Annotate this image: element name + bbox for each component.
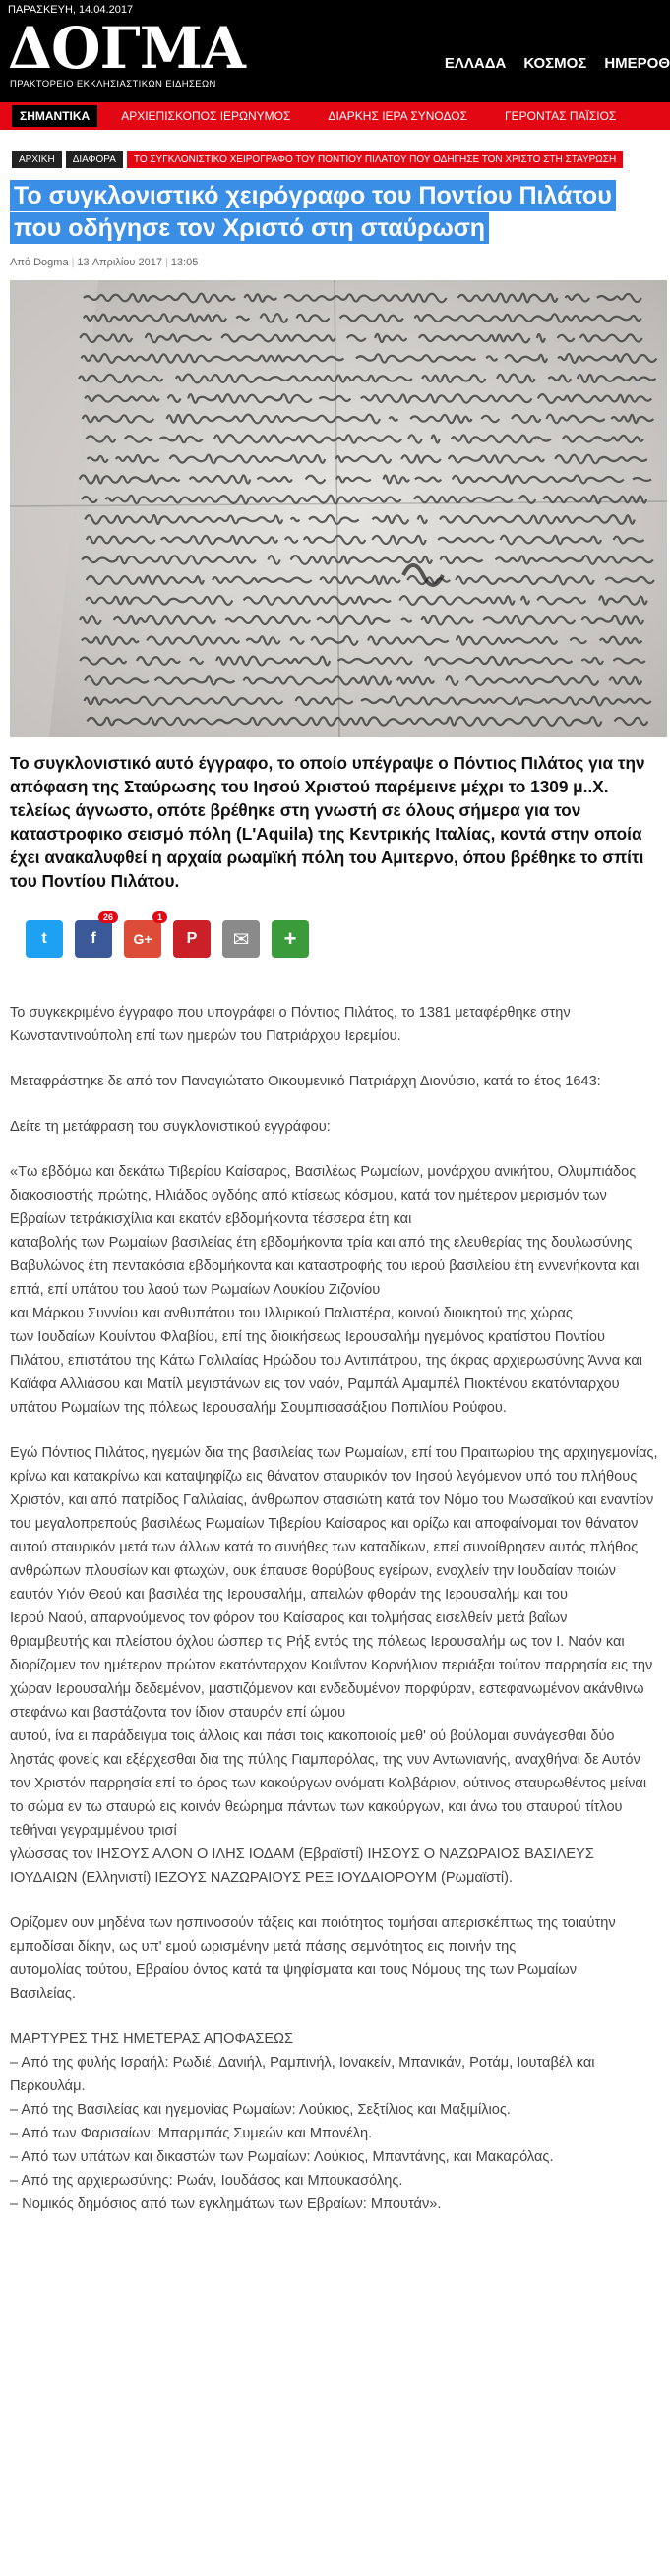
article-paragraph: Εγώ Πόντιος Πιλάτος, ηγεμών δια της βασιλείας των Ρωμαίων, επί του Πραιτωρίου της αρχιηγεμονίας, κρίνω και κατακρίνω και καταψηφίζω εις θάνατον σταυρικόν τον Ιησού λεγόμενον υπό του πλήθους Χριστόν, και από πατρίδος Γαλιλαίας, άνθρωπον στασιώτη κατά τον Νόμο του Μωσαϊκού και εναντίον του μεγαλοπρεπούς βασιλέως Ρωμαίων Τιβερίου Καίσαρος και ορίζω και αποφαίνομαι τον θάνατον αυτού σταυρικόν μετά των άλλων κατά το συνήθες των καταδίκων, επεί συνοίθρησεν αυτός πλήθος ανθρώπων πλουσίων και φτωχών, ουκ έπαυσε θορύβους εγείρων, ενοχλείν την Ιουδαίαν ποιών εαυτόν Υιόν Θεού και βασιλέα της Ιερουσαλήμ, απειλών φθοράν της Ιερουσαλήμ και του Ιερού Ναού, απαρνούμενος τον φόρον του Καίσαρος και τολμήσας εισελθείν μετά βαΐων θριαμβευτής και πλείστου όχλου ώσπερ τις Ρήξ εντός της πόλεως Ιερουσαλήμ ως τον Ι. Ναόν και διορίζομεν τον ημέτερον πρώτον εκατόνταρχον Κουΐντον Κορνήλιον περιάξαι τούτον παρρησία εις την χώραν Ιερουσαλήμ δεδεμένον, μαστιζόμενον και ενδεδυμένον πορφύραν, εστεφανωμένον ακάνθινω στεφάνω και βαστάζοντα τον ίδιον σταυρόν επί ώμου αυτού, ίνα ει παράδειγμα τοις άλλοις και πάσι τοις κακοποιοίς μεθ' ού βούλομαι συνάγεσθαι δύο ληστάς φονείς και εξέρχεσθαι δια της πύλης Γιαμπαρόλας, της νυν Αντωνιανής, αναχθήναι δε Αυτόν τον Χριστόν παρρησία επί το όρος των κακούργων ονόματι Κολβάριον, ούτινος σταυρωθέντος μείναι το σώμα εν τω σταυρώ εις κοινόν θεώρημα πάντων των κακούργων, και άνω του σταυρού τίτλου τεθήναι γεγραμμένου τρισί γλώσσας τον ΙΗΣΟΥΣ ΑΛΟΝ Ο ΙΛΗΣ ΙΟΔΑΜ (Εβραϊστί) ΙΗΣΟΥΣ Ο ΝΑΖΩΡΑΙΟΣ ΒΑΣΙΛΕΥΣ ΙΟΥΔΑΙΩΝ (Ελληνιστί) ΙΕΖΟΥΣ ΝΑΖΩΡΑΙΟΥΣ ΡΕΞ ΙΟΥΔΑΙΟΡΟΥΜ (Ρωμαϊστί). [10,1445,658,1886]
article-paragraph: Ορίζομεν ουν μηδένα των ησπινοσούν τάξεις και ποιότητος τομήσαι απερισκέπτως της τοιαύτην εμποδίσαι δίκην, ως υπ' εμού ωρισμένην μετά πάσης σεμνότητος εις ποινήν της αυτομολίας τούτου, Εβραίου όντος κατά τα ψηφίσματα και τους Νόμους της των Ρωμαίων Βασιλείας. [10,1915,616,2002]
twitter-icon: t [41,930,47,947]
article-body [0,958,670,2216]
witness-line: – Από της αρχιερωσύνης: Ρωάν, Ιουδάσος και Μπουκασόλης. [10,2173,403,2189]
pinterest-icon: P [186,930,198,947]
nav-item-imerologio[interactable]: ΗΜΕΡΟΘ [604,55,670,72]
googleplus-icon: G+ [133,931,152,947]
subnav-item-paisios[interactable]: ΓΕΡΟΝΤΑΣ ΠΑΪΣΙΟΣ [505,109,617,123]
article-time: 13:05 [170,257,199,268]
share-bar [0,893,670,958]
breadcrumb-home[interactable]: ΑΡΧΙΚΗ [12,151,62,168]
share-twitter-button[interactable] [26,920,63,958]
breadcrumb-current: ΤΟ ΣΥΓΚΛΟΝΙΣΤΙΚΟ ΧΕΙΡΟΓΡΑΦΟ ΤΟΥ ΠΟΝΤΙΟΥ ΠΙΛΑΤΟΥ ΠΟΥ ΟΔΗΓΗΣΕ ΤΟΝ ΧΡΙΣΤΟ ΣΤΗ ΣΤΑΥΡΩΣΗ [127,151,623,168]
article-title: Το συγκλονιστικό χειρόγραφο του Ποντίου Πιλάτου που οδήγησε τον Χριστό στη σταύρωση [10,180,616,244]
header-date: ΠΑΡΑΣΚΕΥΗ, 14.04.2017 [8,4,134,16]
subnav-hot-label[interactable]: ΣΗΜΑΝΤΙΚΑ [12,105,97,127]
site-header [0,0,670,98]
breadcrumb-category[interactable]: ΔΙΑΦΟΡΑ [66,151,123,168]
article-lead: Το συγκλονιστικό αυτό έγγραφο, το οποίο υπέγραψε ο Πόντιος Πιλάτος για την απόφαση της Σταύρωσης του Ιησού Χριστού παρέμεινε μέχρι το 1309 μ..Χ. τελείως άγνωστο, οπότε βρέθηκε στη γνωστή σε όλους σήμερα για τον καταστροφικο σεισμό πόλη (L'Aquila) της Κεντρικής Ιταλίας, κοντά στην οποία έχει ανακαλυφθεί η αρχαία ρωαμϊκή πόλη του Αμιτερνο, όπου βρέθηκε το σπίτι του Ποντίου Πιλάτου. [10,753,645,891]
googleplus-share-count: 1 [152,911,167,923]
nav-item-ellada[interactable]: ΕΛΛΑΔΑ [444,55,507,72]
site-logo[interactable]: ΔΟΓΜΑ [8,15,245,82]
article-date: 13 Απριλίου 2017 [77,257,162,268]
article-paragraph: Μεταφράστηκε δε από τον Παναγιώτατο Οικουμενικό Πατριάρχη Διονύσιο, κατά το έτος 1643: [10,1074,601,1089]
witnesses-heading: ΜΑΡΤΥΡΕΣ ΤΗΣ ΗΜΕΤΕΡΑΣ ΑΠΟΦΑΣΕΩΣ [10,2031,294,2047]
subnav-item-archiepiskopos[interactable]: ΑΡΧΙΕΠΙΣΚΟΠΟΣ ΙΕΡΩΝΥΜΟΣ [121,109,291,123]
witness-line: – Νομικός δημόσιος από των εγκλημάτων των Εβραίων: Μπουτάν». [10,2196,442,2212]
manuscript-image [10,280,667,737]
article-title-wrapper [0,168,670,245]
share-more-button[interactable] [272,920,309,958]
share-pinterest-button[interactable] [173,920,211,958]
main-nav [445,55,670,72]
article-paragraph: Δείτε τη μετάφραση του συγκλονιστικού εγγράφου: [10,1119,331,1135]
share-email-button[interactable] [222,920,260,958]
subnav [0,102,670,130]
article-paragraph: «Τω εβδόμω και δεκάτω Τιβερίου Καίσαρος, Βασιλέως Ρωμαίων, μονάρχου ανικήτου, Ολυμπιάδος διακοσιοστής πρώτης, Ηλιάδος ογδόης από κτίσεως κόσμου, κατά τον ημέτερον μερισμόν των Εβραίων τετράκισχίλια και εκατόν εβδομήκοντα τέσσερα έτη και καταβολής των Ρωμαίων βασιλείας έτη εβδομήκοντα τρία και από της ελευθερίας της δουλωσύνης Βαβυλώνος έτη πεντακόσια εβδομήκοντα και καταστροφής του ιερού βασιλείου έτη εννενήκοντα και επτά, επί υπάτου του λαού των Ρωμαίων Λουκίου Ζιζονίου και Μάρκου Συννίου και ανθυπάτου του Ιλλιρικού Παλιστέρα, κοινού διοικητού της χώρας των Ιουδαίων Κουίντου Φλαβίου, επί της διοικήσεως Ιερουσαλήμ ηγεμόνος κρατίστου Ποντίου Πιλάτου, επιστάτου της Κάτω Γαλιλαίας Ηρώδου του Αντιπάτρου, της άκρας αρχιερωσύνης Άννα και Καϊάφα Αλλιάσου και Ματίλ μεγιστάνων εις τον ναόν, Ραμπάλ Αμαμπέλ Πιοκτένου εκατόνταρχου υπάτου Ρωμαίων της πόλεως Ιερουσαλήμ Σουμπισασάξιου Ποπιλίου Ρούφου. [10,1164,643,1416]
facebook-share-count: 26 [98,911,118,923]
share-googleplus-button[interactable] [124,912,162,958]
breadcrumb [0,130,670,168]
manuscript-illustration [10,280,667,737]
more-icon: + [283,926,297,951]
site-logo-subtitle: ΠΡΑΚΤΟΡΕΙΟ ΕΚΚΛΗΣΙΑΣΤΙΚΩΝ ΕΙΔΗΣΕΩΝ [10,79,216,89]
article-meta: Από Dogma | 13 Απριλίου 2017 | 13:05 [10,257,199,268]
facebook-icon: f [91,930,96,947]
witness-line: – Από των Φαρισαίων: Μπαρμπάς Συμεών και Μπονέλη. [10,2126,373,2141]
share-facebook-button[interactable] [75,912,113,958]
article-author[interactable]: Από Dogma [10,257,69,268]
subnav-wrapper [0,98,670,130]
witness-line: – Από της φυλής Ισραήλ: Ρωδιέ, Δανιήλ, Ραμπινήλ, Ιονακείν, Μπανικάν, Ροτάμ, Ιουταβέλ και Περκουλάμ. [10,2055,595,2094]
article-paragraph: Το συγκεκριμένο έγγραφο που υπογράφει ο Πόντιος Πιλάτος, το 1381 μεταφέρθηκε στην Κωνσταντινούπολη επί των ημερών του Πατριάρχου Ιερεμίου. [10,1005,571,1044]
email-icon: ✉ [232,928,250,951]
witness-line: – Από των υπάτων και δικαστών των Ρωμαίων: Λούκιος, Μπαντάνης, και Μακαρόλας. [10,2149,554,2165]
nav-item-kosmos[interactable]: ΚΟΣΜΟΣ [523,55,587,72]
subnav-item-synodos[interactable]: ΔΙΑΡΚΗΣ ΙΕΡΑ ΣΥΝΟΔΟΣ [328,109,468,123]
witness-line: – Από της Βασιλείας και ηγεμονίας Ρωμαίων: Λούκιος, Σεξτίλιος και Μαξιμίλιος. [10,2102,511,2118]
